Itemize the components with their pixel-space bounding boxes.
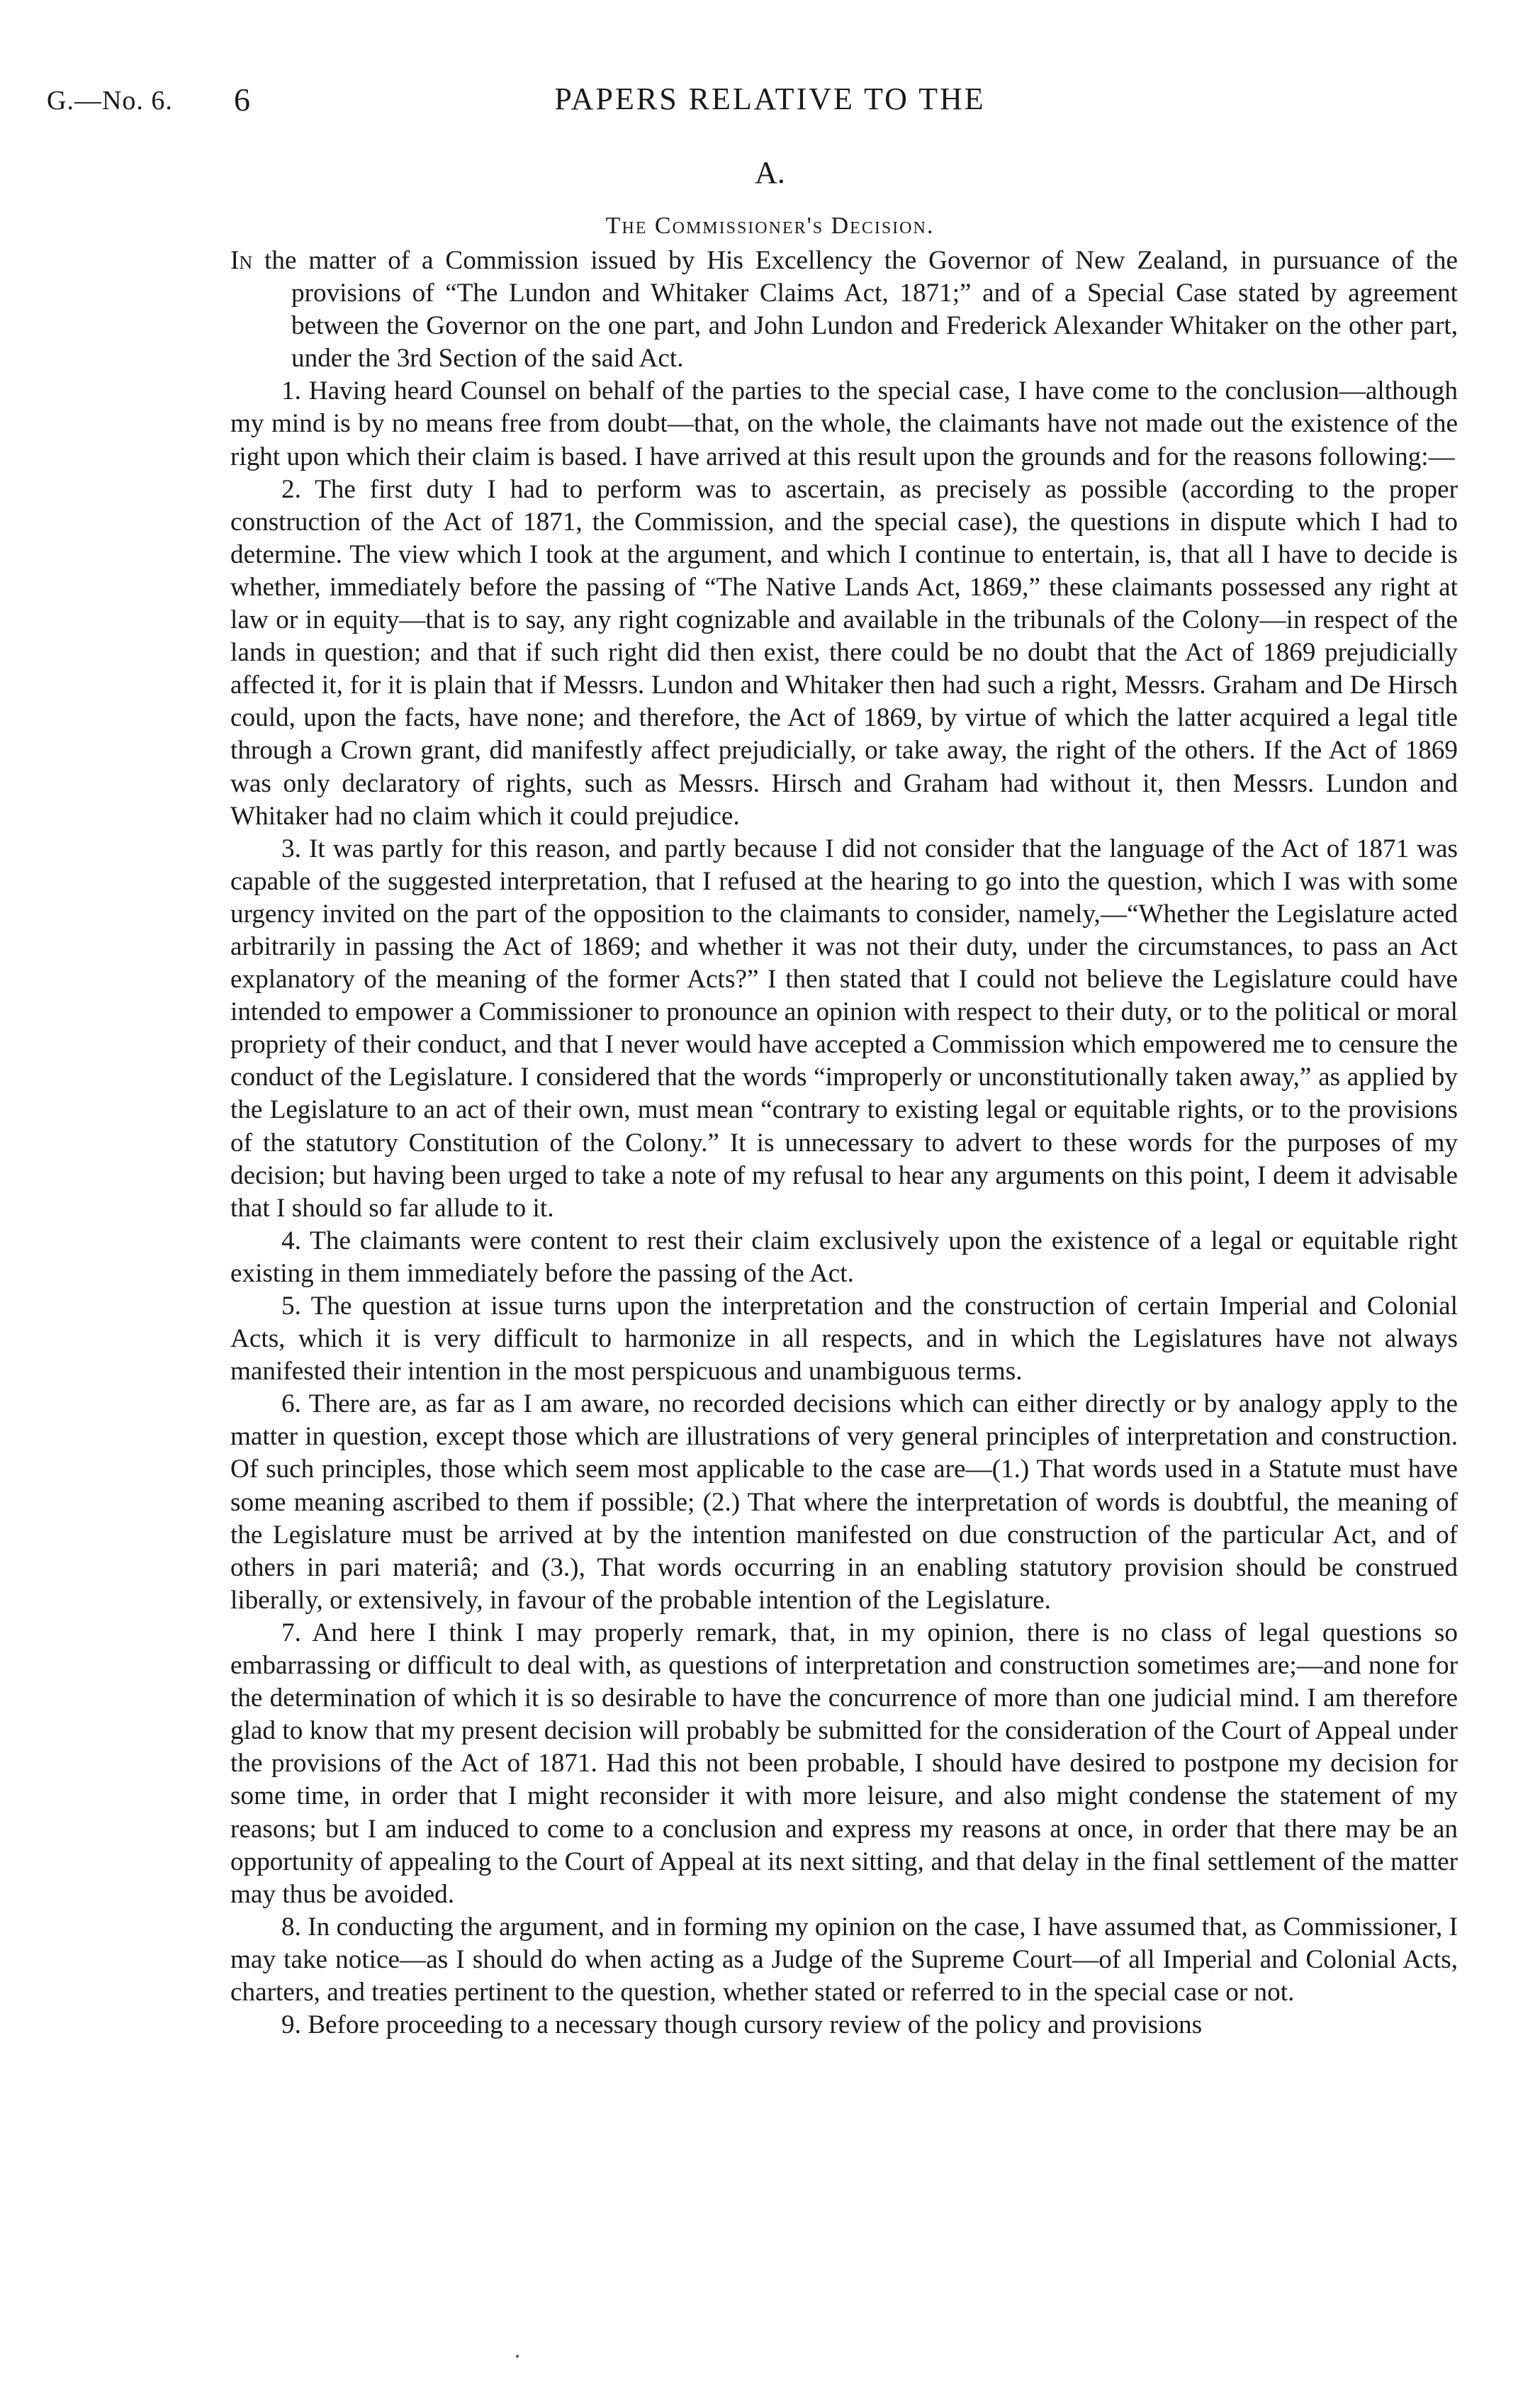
paragraph-4: 4. The claimants were content to rest their claim exclusively upon the existence of a legal or equitable right existing in them immediately before the passing of the Act. bbox=[230, 1226, 1458, 1288]
section-heading: The Commissioner's Decision. bbox=[605, 213, 935, 239]
paragraph-1: 1. Having heard Counsel on behalf of the parties to the special case, I have come to the conclusion—although my mind is by no means free from doubt—that, on the whole, the claimants have not made out the existence of the right upon which their claim is based. I have arrived at this result upon the grounds and for the reasons following:— bbox=[230, 376, 1458, 471]
paragraph-6: 6. There are, as far as I am aware, no recorded decisions which can either directly or by analogy apply to the matter in question, except those which are illustrations of very general principles of interpretation and construction. Of such principles, those which seem most applicable to the case are—(1.) That words used in a Statute must have some meaning ascribed to them if possible; (2.) That where the interpretation of words is doubtful, the meaning of the Legislature must be arrived at by the intention manifested on due construction of the particular Act, and of others in pari materiâ; and (3.), That words occurring in an enabling statutory provision should be construed liberally, or extensively, in favour of the probable intention of the Legislature. bbox=[230, 1389, 1458, 1615]
paragraph-7: 7. And here I think I may properly remark, that, in my opinion, there is no class of legal questions so embarrassing or difficult to deal with, as questions of interpretation and construction sometimes are;—and none for the determination of which it is so desirable to have the concurrence of more than one judicial mind. I am therefore glad to know that my present decision will probably be submitted for the consideration of the Court of Appeal under the provisions of the Act of 1871. Had this not been probable, I should have desired to postpone my decision for some time, in order that I might reconsider it with more leisure, and also might condense the statement of my reasons; but I am induced to come to a conclusion and express my reasons at once, in order that there may be an opportunity of appealing to the Court of Appeal at its next sitting, and that delay in the final settlement of the matter may thus be avoided. bbox=[230, 1618, 1458, 1909]
paragraph-9: 9. Before proceeding to a necessary though cursory review of the policy and provisions bbox=[281, 2010, 1203, 2040]
running-title: PAPERS RELATIVE TO THE bbox=[554, 82, 986, 116]
page-number: 6 bbox=[234, 82, 250, 118]
paragraph-8: 8. In conducting the argument, and in forming my opinion on the case, I have assumed that, as Commissioner, I may take notice—as I should do when acting as a Judge of the Supreme Court—of all Imperial and Colonial Acts, charters, and treaties pertinent to the question, whether stated or referred to in the special case or not. bbox=[230, 1912, 1458, 2007]
paragraph-3: 3. It was partly for this reason, and partly because I did not consider that the language of the Act of 1871 was capable of the suggested interpretation, that I refused at the hearing to go into the question, which I was with some urgency invited on the part of the opposition to the claimants to consider, namely,—“Whether the Legislature acted arbitrarily in passing the Act of 1869; and whether it was not their duty, under the circumstances, to pass an Act explanatory of the meaning of the former Acts?” I then stated that I could not believe the Legislature could have intended to empower a Commissioner to pronounce an opinion with respect to their duty, or to the political or moral propriety of their conduct, and that I never would have accepted a Commission which empowered me to censure the conduct of the Legislature. I considered that the words “improperly or unconstitutionally taken away,” as applied by the Legislature to an act of their own, must mean “contrary to existing legal or equitable rights, or to the provisions of the statutory Constitution of the Colony.” It is unnecessary to advert to these words for the purposes of my decision; but having been urged to take a note of my refusal to hear any arguments on this point, I deem it advisable that I should so far allude to it. bbox=[230, 834, 1458, 1223]
section-letter: A. bbox=[755, 155, 785, 190]
paragraph-2: 2. The first duty I had to perform was to ascertain, as precisely as possible (according to the proper construction of the Act of 1871, the Commission, and the special case), the questions in dispute which I had to determine. The view which I took at the argument, and which I continue to entertain, is, that all I have to decide is whether, immediately before the passing of “The Native Lands Act, 1869,” these claimants possessed any right at law or in equity—that is to say, any right cognizable and available in the tribunals of the Colony—in respect of the lands in question; and that if such right did then exist, there could be no doubt that the Act of 1869 prejudicially affected it, for it is plain that if Messrs. Lundon and Whitaker then had such a right, Messrs. Graham and De Hirsch could, upon the facts, have none; and therefore, the Act of 1869, by virtue of which the latter acquired a legal title through a Crown grant, did manifestly affect prejudicially, or take away, the right of the others. If the Act of 1869 was only declaratory of rights, such as Messrs. Hirsch and Graham had without it, then Messrs. Lundon and Whitaker had no claim which it could prejudice. bbox=[230, 474, 1458, 831]
preamble-first-word: In bbox=[230, 246, 253, 275]
document-reference: G.—No. 6. bbox=[47, 86, 173, 116]
preamble bbox=[230, 245, 1458, 375]
paragraph-5: 5. The question at issue turns upon the interpretation and the construction of certain Imperial and Colonial Acts, which it is very difficult to harmonize in all respects, and in which the Legislatures have not always manifested their intention in the most perspicuous and unambiguous terms. bbox=[230, 1292, 1458, 1387]
decision-body bbox=[230, 245, 1458, 2041]
page-speck bbox=[516, 2355, 519, 2358]
preamble-text: the matter of a Commission issued by His Excellency the Governor of New Zealand, in pursuance of the provisions of “The Lundon and Whitaker Claims Act, 1871;” and of a Special Case stated by agreement between the Governor on the one part, and John Lundon and Frederick Alexander Whitaker on the other part, under the 3rd Section of the said Act. bbox=[252, 246, 1458, 374]
